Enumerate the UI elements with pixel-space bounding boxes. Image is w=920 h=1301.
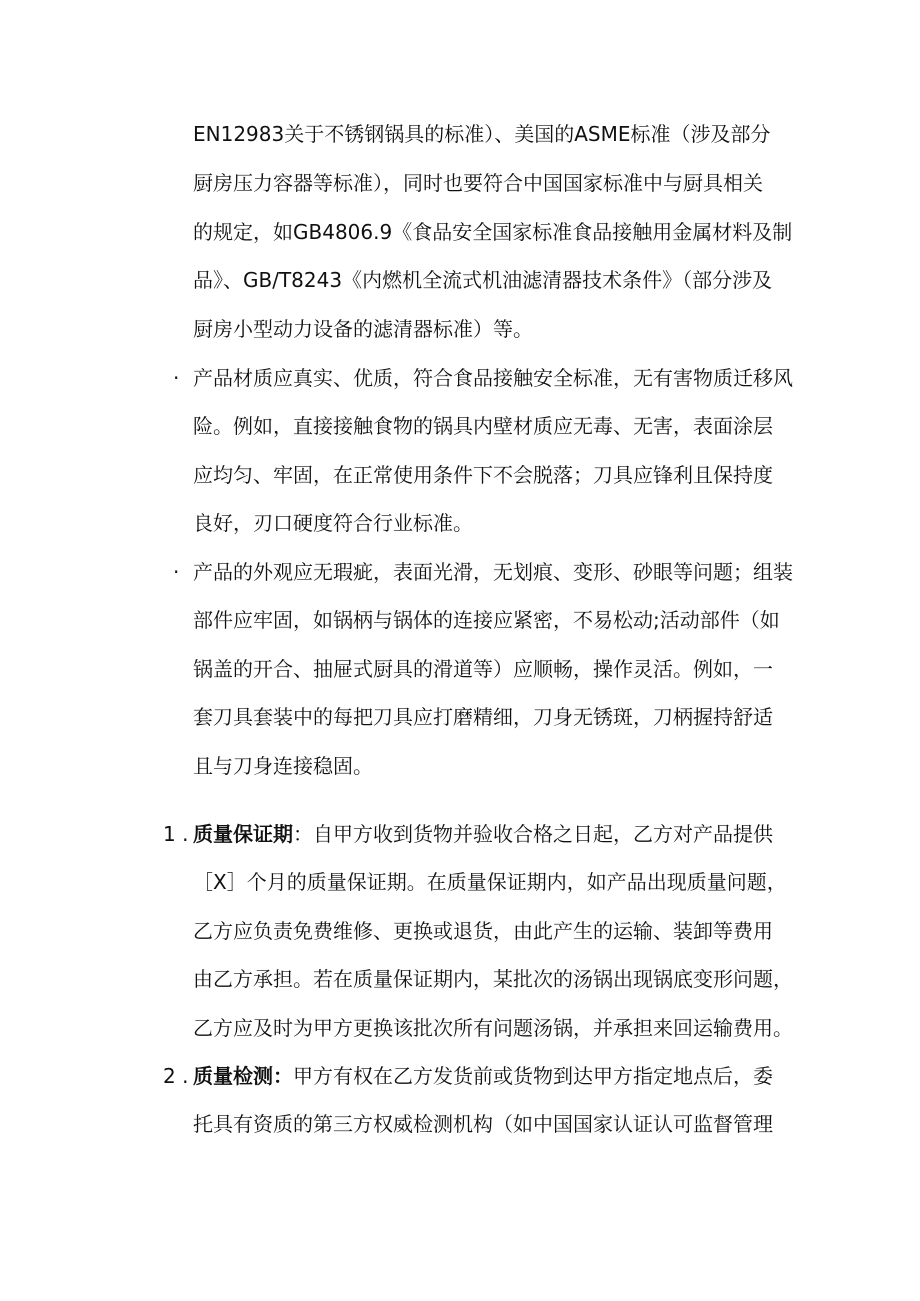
list-item-first-line <box>193 1062 798 1090</box>
text-line: 品》、GB/T8243《内燃机全流式机油滤清器技术条件》（部分涉及 <box>193 268 773 292</box>
bullet-marker: · <box>173 560 180 584</box>
item-heading: 质量检测： <box>193 1064 293 1088</box>
text-run: 甲方有权在乙方发货前或货物到达甲方指定地点后，委 <box>293 1064 773 1088</box>
text-line: 托具有资质的第三方权威检测机构（如中国国家认证认可监督管理 <box>193 1112 773 1136</box>
text-line: 厨房小型动力设备的滤清器标准）等。 <box>193 317 533 341</box>
item-heading: 质量保证期 <box>193 822 293 846</box>
bullet-marker: · <box>173 366 180 390</box>
text-line: 产品材质应真实、优质，符合食品接触安全标准，无有害物质迁移风 <box>193 366 793 390</box>
text-line: 良好，刃口硬度符合行业标准。 <box>193 511 473 535</box>
text-line: EN12983关于不锈钢锅具的标准）、美国的ASME标准（涉及部分 <box>193 122 771 146</box>
text-line: 的规定，如GB4806.9《食品安全国家标准食品接触用金属材料及制 <box>193 220 793 244</box>
text-line: 套刀具套装中的每把刀具应打磨精细，刀身无锈斑，刀柄握持舒适 <box>193 705 773 729</box>
heading-separator: ： <box>293 822 313 846</box>
text-line: 产品的外观应无瑕疵，表面光滑，无划痕、变形、砂眼等问题；组装 <box>193 560 793 584</box>
text-line: 应均匀、牢固，在正常使用条件下不会脱落；刀具应锋利且保持度 <box>193 463 773 487</box>
text-line: 厨房压力容器等标准），同时也要符合中国国家标准中与厨具相关 <box>193 171 763 195</box>
text-line: 由乙方承担。若在质量保证期内，某批次的汤锅出现锅底变形问题， <box>193 967 793 991</box>
list-number: 1 . <box>163 822 189 846</box>
text-line: 乙方应及时为甲方更换该批次所有问题汤锅，并承担来回运输费用。 <box>193 1016 793 1040</box>
text-line: ［X］个月的质量保证期。在质量保证期内，如产品出现质量问题， <box>193 870 787 894</box>
list-item-first-line <box>193 820 798 848</box>
text-line: 险。例如，直接接触食物的锅具内壁材质应无毒、无害，表面涂层 <box>193 414 773 438</box>
text-line: 且与刀身连接稳固。 <box>193 754 373 778</box>
text-line: 锅盖的开合、抽屉式厨具的滑道等）应顺畅，操作灵活。例如，一 <box>193 657 773 681</box>
text-line: 乙方应负责免费维修、更换或退货，由此产生的运输、装卸等费用 <box>193 919 773 943</box>
text-line: 部件应牢固，如锅柄与锅体的连接应紧密，不易松动;活动部件（如 <box>193 608 780 632</box>
text-run: 自甲方收到货物并验收合格之日起，乙方对产品提供 <box>313 822 773 846</box>
list-number: 2 . <box>163 1064 189 1088</box>
